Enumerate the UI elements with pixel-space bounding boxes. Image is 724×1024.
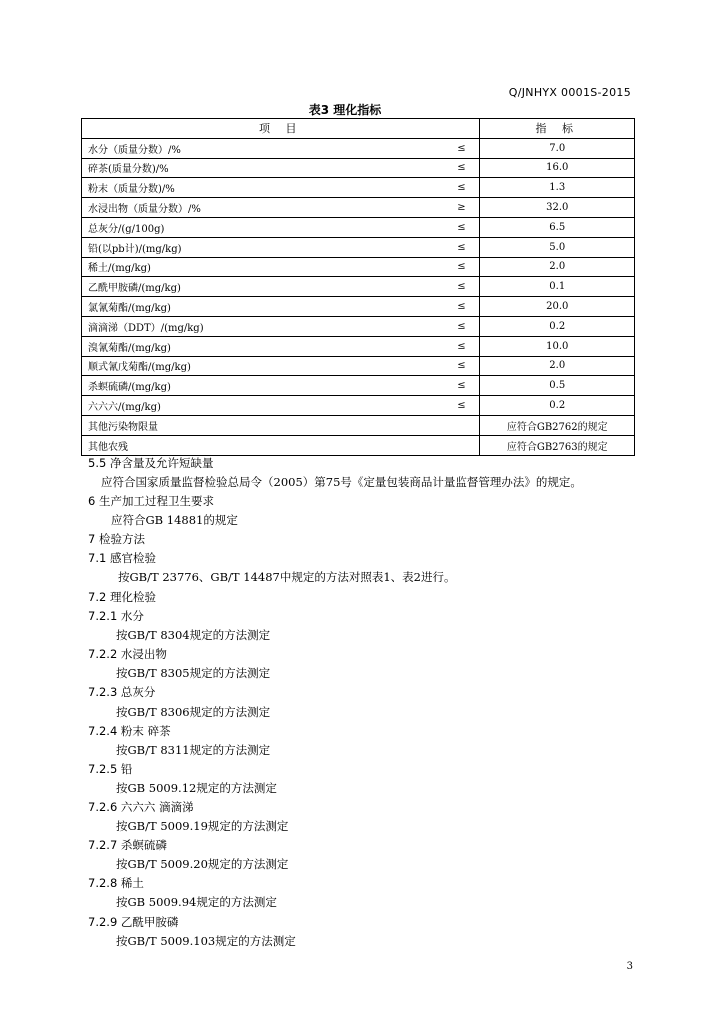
row-item: 铅(以pb计)/(mg/kg) [82,237,444,257]
row-comparator: ≤ [443,178,480,198]
section-text: 按GB/T 23776、GB/T 14487中规定的方法对照表1、表2进行。 [118,570,456,584]
table-row [82,297,635,317]
row-comparator: ≤ [443,316,480,336]
section-heading: 6 生产加工过程卫生要求 [88,494,214,508]
section-text: 按GB/T 8306规定的方法测定 [116,705,271,719]
standard-number: Q/JNHYX 0001S-2015 [508,86,631,99]
section-heading: 7.2.1 水分 [88,609,144,623]
section-text: 应符合GB 14881的规定 [111,513,238,527]
section-text: 按GB/T 5009.19规定的方法测定 [116,819,289,833]
section-heading: 7.1 感官检验 [88,551,156,565]
row-item: 氯氰菊酯/(mg/kg) [82,297,444,317]
row-item: 六六六/(mg/kg) [82,396,444,416]
section-text: 按GB/T 5009.103规定的方法测定 [116,934,296,948]
row-item: 溴氰菊酯/(mg/kg) [82,336,444,356]
table-row [82,277,635,297]
row-value: 0.2 [480,316,635,336]
section-heading: 7.2 理化检验 [88,590,156,604]
table-row [82,178,635,198]
section-heading: 5.5 净含量及允许短缺量 [88,456,214,470]
section-heading: 7.2.6 六六六 滴滴涕 [88,800,194,814]
row-comparator: ≤ [443,277,480,297]
row-item: 其他农残 [82,435,480,455]
section-text: 按GB/T 8304规定的方法测定 [116,628,271,642]
row-value: 0.2 [480,396,635,416]
row-comparator: ≤ [443,237,480,257]
row-item: 其他污染物限量 [82,415,480,435]
table-row [82,198,635,218]
row-item: 水浸出物（质量分数）/% [82,198,444,218]
table-row [82,435,635,455]
table-row [82,376,635,396]
column-header-value: 指 标 [480,119,635,139]
row-value: 10.0 [480,336,635,356]
row-comparator: ≤ [443,158,480,178]
row-item: 滴滴涕（DDT）/(mg/kg) [82,316,444,336]
column-header-item: 项 目 [82,119,480,139]
row-value: 32.0 [480,198,635,218]
table-row [82,237,635,257]
row-item: 碎茶(质量分数)/% [82,158,444,178]
section-heading: 7.2.8 稀土 [88,876,144,890]
section-heading: 7.2.9 乙酰甲胺磷 [88,915,179,929]
table-row [82,415,635,435]
row-item: 水分（质量分数）/% [82,138,444,158]
row-comparator: ≤ [443,297,480,317]
row-comparator: ≤ [443,356,480,376]
row-value: 0.5 [480,376,635,396]
row-comparator: ≤ [443,376,480,396]
row-comparator: ≤ [443,217,480,237]
table-row [82,336,635,356]
row-value: 20.0 [480,297,635,317]
row-comparator: ≥ [443,198,480,218]
section-text: 应符合国家质量监督检验总局令（2005）第75号《定量包装商品计量监督管理办法》的规定。 [101,475,582,489]
table-row [82,158,635,178]
row-comparator: ≤ [443,336,480,356]
page-number: 3 [626,961,633,972]
table-row [82,396,635,416]
section-heading: 7.2.4 粉末 碎茶 [88,724,171,738]
row-value: 2.0 [480,257,635,277]
row-comparator: ≤ [443,138,480,158]
table-row [82,356,635,376]
row-value: 0.1 [480,277,635,297]
table-row [82,257,635,277]
section-heading: 7.2.5 铅 [88,762,133,776]
table-row [82,316,635,336]
row-value: 16.0 [480,158,635,178]
row-value: 2.0 [480,356,635,376]
row-value: 5.0 [480,237,635,257]
section-text: 按GB 5009.94规定的方法测定 [116,895,277,909]
row-item: 顺式氰戊菊酯/(mg/kg) [82,356,444,376]
row-item: 粉末（质量分数)/% [82,178,444,198]
row-value: 应符合GB2763的规定 [480,435,635,455]
section-text: 按GB/T 8305规定的方法测定 [116,666,271,680]
section-heading: 7 检验方法 [88,532,145,546]
row-value: 1.3 [480,178,635,198]
row-value: 6.5 [480,217,635,237]
table-row [82,138,635,158]
section-text: 按GB/T 5009.20规定的方法测定 [116,857,289,871]
row-item: 乙酰甲胺磷/(mg/kg) [82,277,444,297]
row-comparator: ≤ [443,396,480,416]
section-text: 按GB 5009.12规定的方法测定 [116,781,277,795]
table-body [82,138,635,455]
section-heading: 7.2.7 杀螟硫磷 [88,838,167,852]
section-heading: 7.2.2 水浸出物 [88,647,167,661]
table-title: 表3 理化指标 [308,103,382,117]
row-item: 杀螟硫磷/(mg/kg) [82,376,444,396]
section-text: 按GB/T 8311规定的方法测定 [116,743,271,757]
row-value: 应符合GB2762的规定 [480,415,635,435]
table-header-row [82,119,635,139]
row-comparator: ≤ [443,257,480,277]
section-heading: 7.2.3 总灰分 [88,685,156,699]
physicochemical-table [81,118,635,456]
row-value: 7.0 [480,138,635,158]
row-item: 总灰分/(g/100g) [82,217,444,237]
row-item: 稀土/(mg/kg) [82,257,444,277]
table-row [82,217,635,237]
